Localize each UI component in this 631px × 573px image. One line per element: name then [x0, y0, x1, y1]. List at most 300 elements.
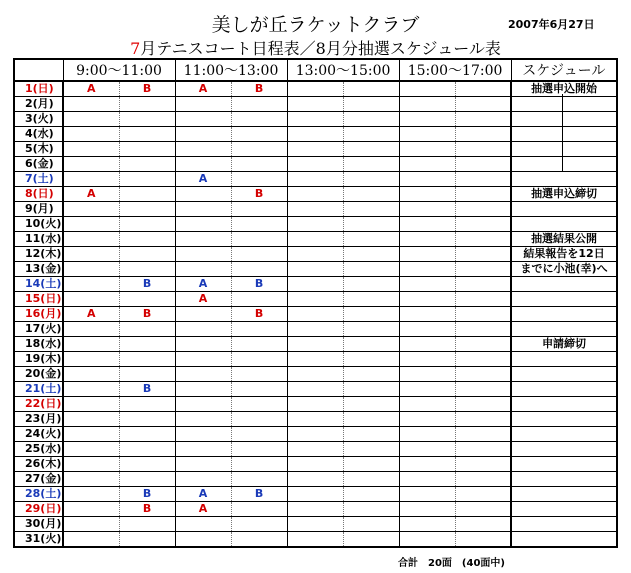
day-row — [14, 97, 617, 112]
court-cell — [231, 142, 287, 157]
day-label: 30(月) — [14, 517, 63, 532]
day-row — [14, 187, 617, 202]
day-row — [14, 262, 617, 277]
court-cell — [399, 277, 455, 292]
day-row — [14, 532, 617, 548]
court-cell — [63, 97, 119, 112]
day-label: 22(日) — [14, 397, 63, 412]
court-cell — [399, 172, 455, 187]
court-cell — [399, 517, 455, 532]
court-cell — [175, 142, 231, 157]
court-cell — [455, 517, 511, 532]
court-cell — [399, 487, 455, 502]
court-cell — [343, 442, 399, 457]
court-cell — [119, 292, 175, 307]
court-cell — [231, 172, 287, 187]
court-cell — [63, 337, 119, 352]
court-cell — [399, 412, 455, 427]
day-label: 7(土) — [14, 172, 63, 187]
day-row — [14, 232, 617, 247]
day-label: 14(土) — [14, 277, 63, 292]
court-cell — [287, 232, 343, 247]
court-cell — [231, 427, 287, 442]
court-cell — [343, 262, 399, 277]
court-cell: A — [175, 81, 231, 97]
day-label: 29(日) — [14, 502, 63, 517]
court-cell — [63, 262, 119, 277]
court-cell — [455, 247, 511, 262]
court-cell — [119, 262, 175, 277]
court-cell — [399, 397, 455, 412]
court-cell — [175, 262, 231, 277]
court-cell — [119, 457, 175, 472]
court-cell: B — [119, 81, 175, 97]
court-cell — [63, 172, 119, 187]
court-cell — [287, 367, 343, 382]
court-cell — [287, 352, 343, 367]
court-cell — [175, 532, 231, 548]
court-cell — [231, 232, 287, 247]
day-row — [14, 472, 617, 487]
court-cell — [455, 397, 511, 412]
court-cell — [287, 322, 343, 337]
court-cell — [63, 382, 119, 397]
court-cell — [343, 277, 399, 292]
schedule-note — [511, 382, 617, 397]
header-slot-1: 9:00〜11:00 — [63, 59, 175, 81]
court-cell — [455, 262, 511, 277]
day-label: 24(火) — [14, 427, 63, 442]
day-row — [14, 367, 617, 382]
header-slot-4: 15:00〜17:00 — [399, 59, 511, 81]
court-cell — [287, 187, 343, 202]
schedule-note: 申請締切 — [511, 337, 617, 352]
day-row — [14, 397, 617, 412]
court-cell — [287, 81, 343, 97]
court-cell — [287, 442, 343, 457]
day-row — [14, 517, 617, 532]
court-cell — [287, 112, 343, 127]
court-cell — [455, 502, 511, 517]
schedule-note — [511, 172, 617, 187]
court-cell — [287, 487, 343, 502]
court-cell — [231, 97, 287, 112]
court-cell — [119, 442, 175, 457]
court-cell — [455, 127, 511, 142]
court-cell — [455, 352, 511, 367]
court-cell — [343, 247, 399, 262]
court-cell — [343, 307, 399, 322]
court-cell — [231, 202, 287, 217]
header-day — [14, 59, 63, 81]
day-label: 21(土) — [14, 382, 63, 397]
court-cell — [399, 81, 455, 97]
schedule-note — [511, 367, 617, 382]
day-label: 16(月) — [14, 307, 63, 322]
court-cell — [399, 532, 455, 548]
court-cell — [63, 532, 119, 548]
court-cell — [455, 382, 511, 397]
court-cell — [343, 187, 399, 202]
court-cell — [455, 232, 511, 247]
schedule-note — [511, 142, 617, 157]
court-cell — [399, 112, 455, 127]
court-cell — [343, 352, 399, 367]
court-cell — [63, 487, 119, 502]
day-row — [14, 337, 617, 352]
court-cell — [63, 412, 119, 427]
day-row — [14, 412, 617, 427]
court-cell — [119, 127, 175, 142]
day-row — [14, 127, 617, 142]
court-cell: A — [63, 187, 119, 202]
court-cell — [343, 517, 399, 532]
court-cell — [63, 517, 119, 532]
court-cell — [175, 337, 231, 352]
court-cell — [287, 97, 343, 112]
day-row — [14, 112, 617, 127]
court-cell — [287, 157, 343, 172]
court-cell — [455, 142, 511, 157]
court-cell — [287, 457, 343, 472]
schedule-note — [511, 352, 617, 367]
court-cell — [399, 232, 455, 247]
court-cell — [63, 292, 119, 307]
court-cell — [63, 232, 119, 247]
court-cell — [287, 127, 343, 142]
court-cell — [119, 247, 175, 262]
court-cell — [175, 442, 231, 457]
day-row — [14, 502, 617, 517]
day-row — [14, 81, 617, 97]
day-row — [14, 217, 617, 232]
court-cell — [175, 322, 231, 337]
court-cell — [343, 97, 399, 112]
court-cell — [287, 532, 343, 548]
court-cell — [399, 307, 455, 322]
subtitle-text: 月テニスコート日程表／8月分抽選スケジュール表 — [140, 39, 501, 58]
court-cell — [343, 157, 399, 172]
day-label: 17(火) — [14, 322, 63, 337]
schedule-note: 抽選申込締切 — [511, 187, 617, 202]
day-label: 26(木) — [14, 457, 63, 472]
court-cell — [343, 172, 399, 187]
court-cell — [63, 427, 119, 442]
court-cell: A — [63, 81, 119, 97]
court-cell — [119, 172, 175, 187]
court-cell — [343, 382, 399, 397]
court-cell — [63, 367, 119, 382]
schedule-note — [511, 427, 617, 442]
court-cell — [455, 367, 511, 382]
court-cell — [119, 217, 175, 232]
court-cell: B — [231, 307, 287, 322]
court-cell — [175, 187, 231, 202]
court-cell — [231, 397, 287, 412]
schedule-note: 結果報告を12日 — [511, 247, 617, 262]
court-cell — [399, 187, 455, 202]
day-label: 6(金) — [14, 157, 63, 172]
court-cell — [455, 187, 511, 202]
court-cell — [399, 262, 455, 277]
court-cell — [63, 247, 119, 262]
schedule-note — [511, 472, 617, 487]
court-cell: B — [231, 81, 287, 97]
day-label: 23(月) — [14, 412, 63, 427]
day-label: 3(火) — [14, 112, 63, 127]
day-label: 20(金) — [14, 367, 63, 382]
court-cell — [231, 502, 287, 517]
court-cell — [119, 232, 175, 247]
court-cell — [119, 367, 175, 382]
court-cell — [231, 367, 287, 382]
day-label: 18(水) — [14, 337, 63, 352]
schedule-note — [511, 412, 617, 427]
schedule-note — [511, 307, 617, 322]
day-label: 19(木) — [14, 352, 63, 367]
schedule-note — [511, 322, 617, 337]
court-cell — [455, 112, 511, 127]
court-cell — [399, 382, 455, 397]
court-cell — [287, 382, 343, 397]
day-row — [14, 202, 617, 217]
court-cell — [63, 277, 119, 292]
court-cell — [287, 142, 343, 157]
court-cell — [119, 517, 175, 532]
day-label: 25(水) — [14, 442, 63, 457]
court-cell — [399, 322, 455, 337]
court-schedule-table — [13, 58, 618, 548]
court-cell: B — [231, 487, 287, 502]
court-cell — [343, 127, 399, 142]
court-cell — [455, 412, 511, 427]
court-cell — [231, 442, 287, 457]
schedule-note — [511, 457, 617, 472]
court-cell — [343, 367, 399, 382]
club-title: 美しが丘ラケットクラブ — [211, 14, 420, 36]
day-row — [14, 427, 617, 442]
court-cell: B — [119, 307, 175, 322]
court-cell — [455, 307, 511, 322]
court-cell — [287, 337, 343, 352]
court-cell — [175, 157, 231, 172]
court-cell — [231, 517, 287, 532]
court-cell — [399, 472, 455, 487]
schedule-note — [511, 397, 617, 412]
court-cell — [63, 217, 119, 232]
court-cell — [63, 127, 119, 142]
court-cell — [287, 502, 343, 517]
total-courts: 合計 20面 (40面中) — [398, 558, 505, 569]
court-cell — [343, 532, 399, 548]
schedule-note: 抽選申込開始 — [511, 81, 617, 97]
document-date: 2007年6月27日 — [508, 18, 595, 31]
court-cell — [175, 97, 231, 112]
day-label: 15(日) — [14, 292, 63, 307]
court-cell — [455, 172, 511, 187]
court-cell — [63, 352, 119, 367]
court-cell: B — [231, 187, 287, 202]
court-cell — [455, 157, 511, 172]
schedule-note — [511, 217, 617, 232]
court-cell — [287, 427, 343, 442]
schedule-note — [511, 442, 617, 457]
court-cell — [455, 81, 511, 97]
court-cell — [119, 412, 175, 427]
schedule-note — [511, 487, 617, 502]
court-cell — [231, 457, 287, 472]
day-label: 4(水) — [14, 127, 63, 142]
court-cell — [119, 532, 175, 548]
court-cell: A — [175, 277, 231, 292]
court-cell — [175, 217, 231, 232]
court-cell — [455, 337, 511, 352]
schedule-note — [511, 157, 617, 172]
court-cell — [399, 337, 455, 352]
court-cell — [231, 472, 287, 487]
day-label: 8(日) — [14, 187, 63, 202]
court-cell — [287, 172, 343, 187]
day-label: 28(土) — [14, 487, 63, 502]
court-cell — [175, 202, 231, 217]
court-cell — [455, 277, 511, 292]
day-row — [14, 307, 617, 322]
court-cell — [175, 367, 231, 382]
court-cell — [343, 232, 399, 247]
schedule-note — [511, 277, 617, 292]
court-cell — [175, 307, 231, 322]
court-cell: B — [119, 382, 175, 397]
court-cell — [343, 457, 399, 472]
court-cell — [343, 487, 399, 502]
court-cell — [455, 217, 511, 232]
court-cell — [119, 187, 175, 202]
court-cell — [455, 97, 511, 112]
court-cell — [455, 427, 511, 442]
day-row — [14, 487, 617, 502]
schedule-note — [511, 127, 617, 142]
court-cell — [175, 427, 231, 442]
court-cell — [343, 337, 399, 352]
day-row — [14, 322, 617, 337]
court-cell — [399, 442, 455, 457]
court-cell — [63, 397, 119, 412]
court-cell — [343, 412, 399, 427]
court-cell — [63, 502, 119, 517]
court-cell — [287, 397, 343, 412]
subtitle-month: 7 — [130, 39, 141, 58]
court-cell — [343, 202, 399, 217]
court-cell — [287, 472, 343, 487]
court-cell — [343, 472, 399, 487]
day-row — [14, 442, 617, 457]
court-cell — [343, 397, 399, 412]
day-row — [14, 277, 617, 292]
court-cell — [231, 352, 287, 367]
court-cell — [399, 202, 455, 217]
court-cell — [175, 127, 231, 142]
court-cell — [231, 322, 287, 337]
court-cell — [119, 352, 175, 367]
court-cell: B — [231, 277, 287, 292]
schedule-note: までに小池(幸)へ — [511, 262, 617, 277]
court-cell — [399, 292, 455, 307]
schedule-note — [511, 502, 617, 517]
court-cell — [119, 97, 175, 112]
day-row — [14, 352, 617, 367]
court-cell — [231, 157, 287, 172]
court-cell — [287, 262, 343, 277]
court-cell — [287, 202, 343, 217]
court-cell — [175, 457, 231, 472]
court-cell — [119, 142, 175, 157]
court-cell — [399, 157, 455, 172]
day-label: 9(月) — [14, 202, 63, 217]
schedule-note — [511, 532, 617, 548]
day-row — [14, 142, 617, 157]
header-slot-3: 13:00〜15:00 — [287, 59, 399, 81]
court-cell — [231, 337, 287, 352]
court-cell — [63, 157, 119, 172]
court-cell — [231, 532, 287, 548]
court-cell — [455, 532, 511, 548]
court-cell — [175, 382, 231, 397]
court-cell — [399, 502, 455, 517]
court-cell — [343, 217, 399, 232]
court-cell — [175, 472, 231, 487]
court-cell — [63, 442, 119, 457]
court-cell — [231, 112, 287, 127]
court-cell — [455, 322, 511, 337]
court-cell — [343, 322, 399, 337]
court-cell — [175, 412, 231, 427]
court-cell — [175, 397, 231, 412]
court-cell — [231, 382, 287, 397]
court-cell — [63, 457, 119, 472]
schedule-note — [511, 112, 617, 127]
court-cell — [455, 442, 511, 457]
court-cell — [287, 292, 343, 307]
court-cell — [399, 217, 455, 232]
court-cell — [399, 427, 455, 442]
court-cell — [287, 277, 343, 292]
day-label: 12(木) — [14, 247, 63, 262]
court-cell — [231, 217, 287, 232]
schedule-arrow-line — [562, 94, 563, 172]
court-cell: A — [175, 172, 231, 187]
day-label: 2(月) — [14, 97, 63, 112]
court-cell — [231, 262, 287, 277]
court-cell — [119, 427, 175, 442]
court-cell — [399, 142, 455, 157]
court-cell — [455, 457, 511, 472]
day-label: 27(金) — [14, 472, 63, 487]
header-slot-2: 11:00〜13:00 — [175, 59, 287, 81]
court-cell — [231, 247, 287, 262]
court-cell — [231, 127, 287, 142]
court-cell — [63, 322, 119, 337]
court-cell — [119, 202, 175, 217]
day-row — [14, 247, 617, 262]
court-cell: B — [119, 487, 175, 502]
day-label: 10(火) — [14, 217, 63, 232]
schedule-note — [511, 202, 617, 217]
court-cell — [119, 472, 175, 487]
day-row — [14, 382, 617, 397]
schedule-note: 抽選結果公開 — [511, 232, 617, 247]
court-cell — [175, 517, 231, 532]
court-cell — [287, 307, 343, 322]
